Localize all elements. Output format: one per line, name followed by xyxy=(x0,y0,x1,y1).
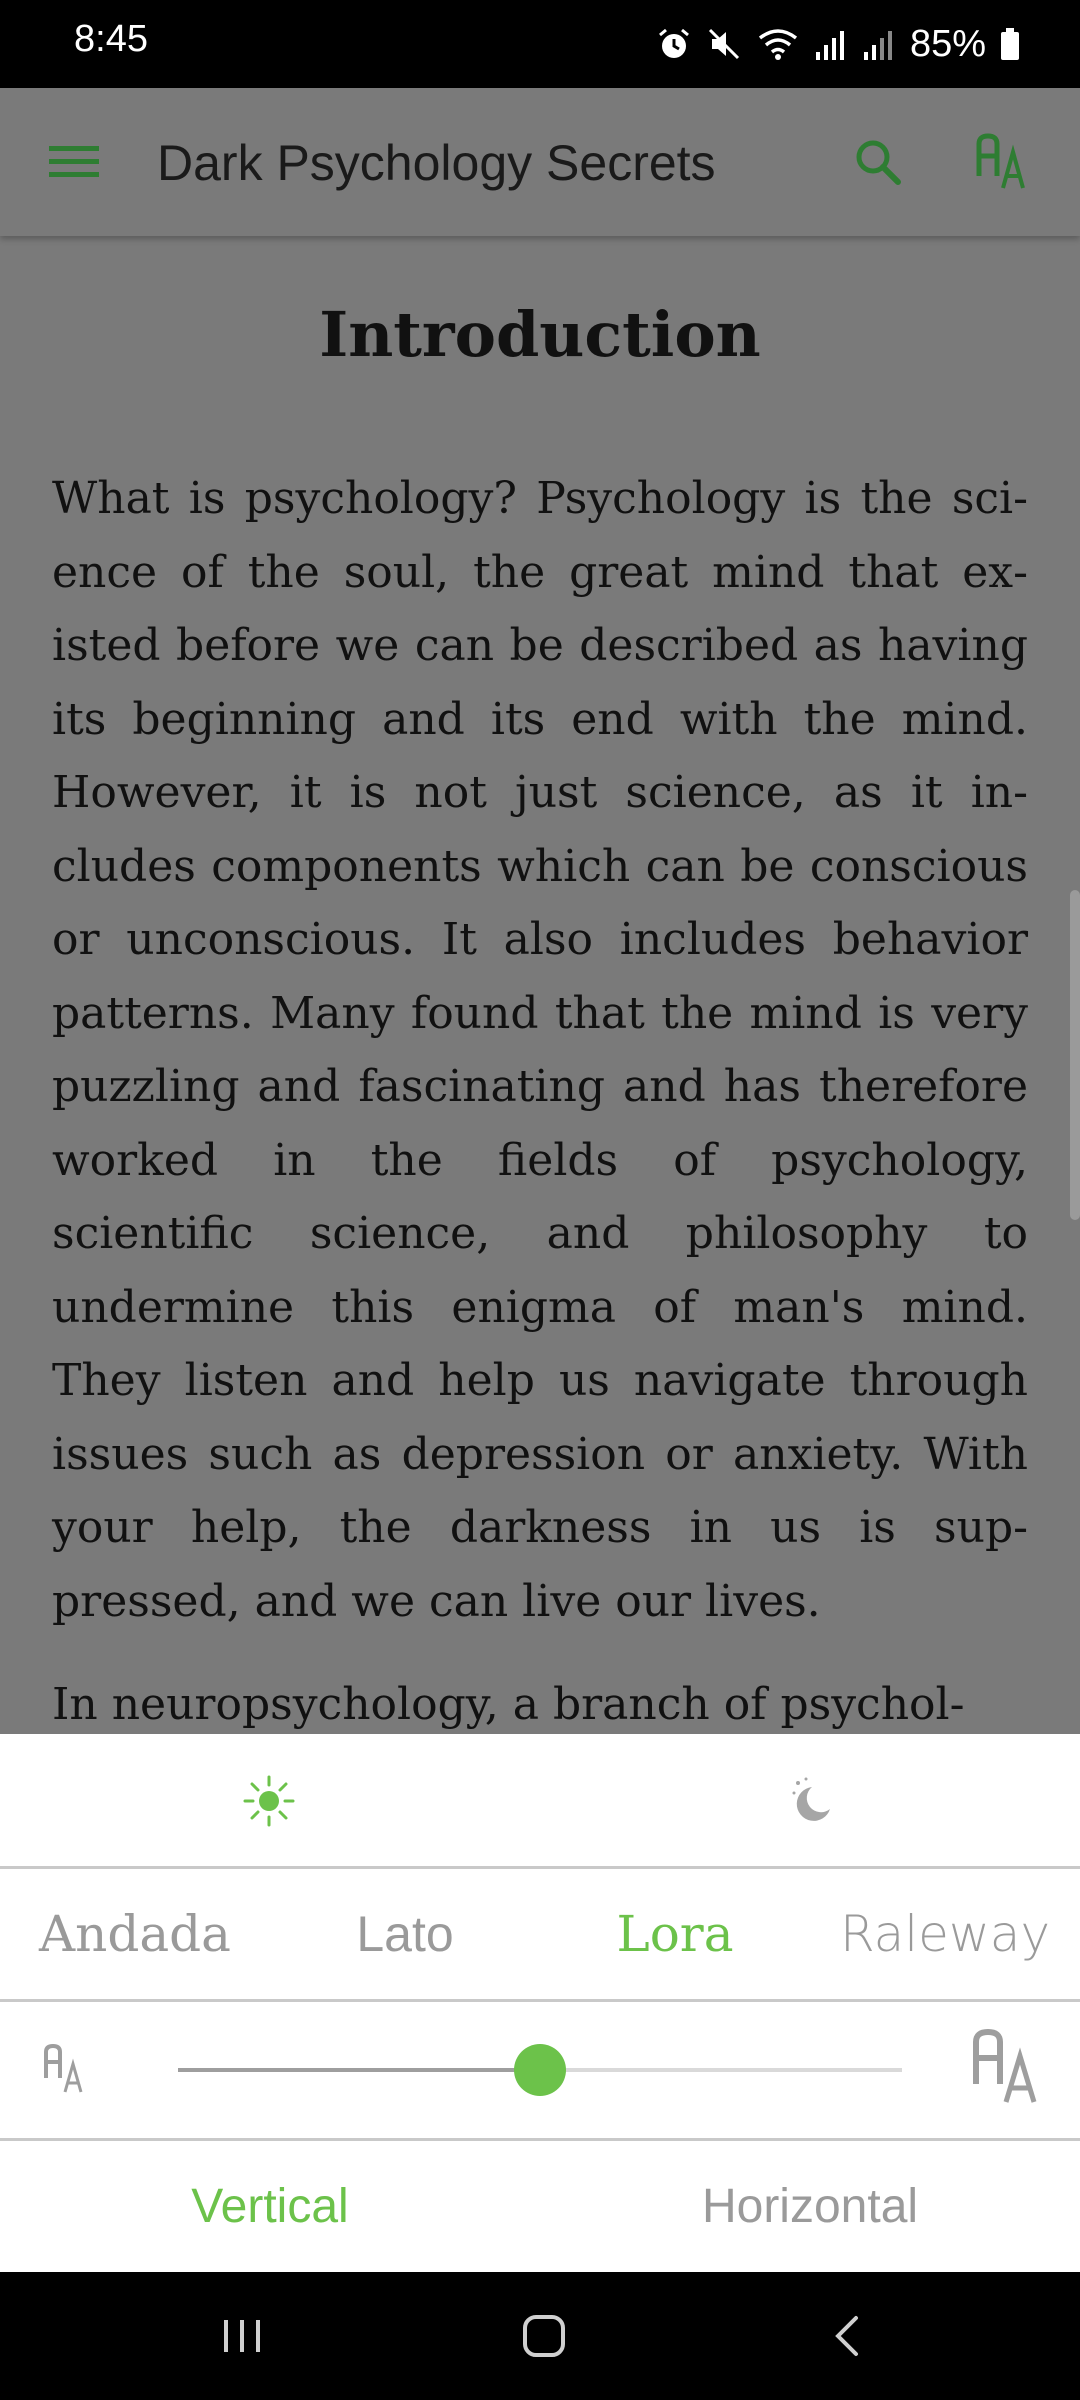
font-option-raleway[interactable]: Raleway xyxy=(839,1905,1051,1963)
sun-icon xyxy=(241,1773,297,1829)
scroll-mode-horizontal[interactable]: Horizontal xyxy=(701,2180,919,2233)
app-title: Dark Psychology Secrets xyxy=(157,135,716,191)
light-theme-button[interactable] xyxy=(224,1756,314,1846)
back-button[interactable] xyxy=(808,2296,888,2376)
chapter-title: Introduction xyxy=(319,298,761,371)
search-icon xyxy=(852,136,904,188)
battery-icon xyxy=(1000,26,1020,62)
scroll-mode-row xyxy=(0,2141,1080,2272)
search-button[interactable] xyxy=(838,122,918,202)
font-size-icon xyxy=(975,132,1035,192)
home-button[interactable] xyxy=(504,2296,584,2376)
status-icons xyxy=(656,14,1020,74)
text-size-slider-fill xyxy=(178,2068,540,2072)
app-bar xyxy=(0,88,1080,236)
paragraph: What is psychology? Psychology is the science of the soul, the great mind that existed before we can be described as having its beginning and its end with the mind. However, it is not just science, as it includes components which can be conscious or unconscious. It also includes behavior patterns. Many found that the mind is very puzzling and fascinating and has therefore worked in the fields of psychology, scientific science, and philosophy to undermine this enigma of man's mind. They listen and help us navigate through issues such as depression or anxiety. With your help, the darkness in us is suppressed, and we can live our lives. xyxy=(52,473,1028,1627)
recent-apps-icon xyxy=(220,2314,264,2358)
paragraph: In neuropsychology, a branch of psychol- xyxy=(52,1679,965,1730)
moon-icon xyxy=(782,1773,838,1829)
signal-icon xyxy=(862,26,896,62)
menu-icon xyxy=(49,142,99,182)
theme-row xyxy=(0,1734,1080,1866)
alarm-icon xyxy=(656,26,692,62)
system-nav-bar xyxy=(0,2272,1080,2400)
status-time: 8:45 xyxy=(74,18,148,60)
reader-settings-panel xyxy=(0,1734,1080,2272)
back-icon xyxy=(826,2312,870,2360)
scrollbar-thumb[interactable] xyxy=(1070,890,1080,1220)
font-option-lora[interactable]: Lora xyxy=(616,1905,734,1963)
font-size-small-icon[interactable] xyxy=(38,2040,98,2100)
battery-percent: 85% xyxy=(909,22,986,65)
wifi-icon xyxy=(756,26,800,62)
dark-theme-button[interactable] xyxy=(765,1756,855,1846)
font-option-andada[interactable]: Andada xyxy=(39,1905,231,1963)
signal-icon xyxy=(814,26,848,62)
mute-icon xyxy=(706,26,742,62)
recent-apps-button[interactable] xyxy=(202,2296,282,2376)
font-option-lato[interactable]: Lato xyxy=(356,1906,454,1962)
font-size-large-icon[interactable] xyxy=(970,2026,1050,2106)
home-icon xyxy=(520,2312,568,2360)
scroll-mode-vertical[interactable]: Vertical xyxy=(191,2180,349,2233)
reader-content[interactable] xyxy=(0,236,1080,1734)
menu-button[interactable] xyxy=(34,122,114,202)
text-size-row xyxy=(0,2002,1080,2138)
font-selector xyxy=(0,1869,1080,1999)
text-settings-button[interactable] xyxy=(965,122,1045,202)
status-bar xyxy=(0,0,1080,88)
text-size-slider-thumb[interactable] xyxy=(514,2044,566,2096)
